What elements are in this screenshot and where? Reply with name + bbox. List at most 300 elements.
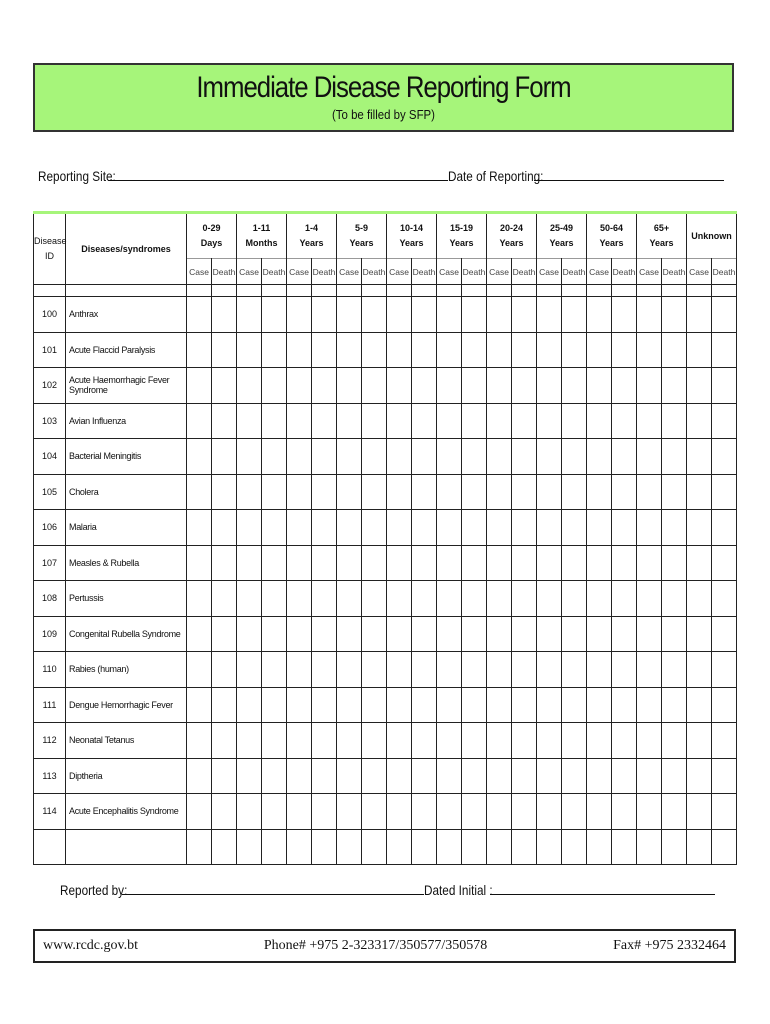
death-count-cell[interactable] — [262, 474, 287, 510]
death-count-cell[interactable] — [262, 794, 287, 830]
case-count-cell[interactable] — [687, 545, 712, 581]
death-count-cell[interactable] — [212, 829, 237, 865]
case-count-cell[interactable] — [637, 368, 662, 404]
death-count-cell[interactable] — [412, 332, 437, 368]
case-count-cell[interactable] — [337, 510, 362, 546]
death-count-cell[interactable] — [712, 545, 737, 581]
case-count-cell[interactable] — [437, 439, 462, 475]
death-count-cell[interactable] — [362, 616, 387, 652]
case-count-cell[interactable] — [437, 581, 462, 617]
case-count-cell[interactable] — [687, 687, 712, 723]
death-count-cell[interactable] — [562, 403, 587, 439]
death-count-cell[interactable] — [562, 616, 587, 652]
case-count-cell[interactable] — [637, 297, 662, 333]
case-count-cell[interactable] — [687, 723, 712, 759]
death-count-cell[interactable] — [462, 616, 487, 652]
case-count-cell[interactable] — [437, 510, 462, 546]
death-count-cell[interactable] — [312, 616, 337, 652]
death-count-cell[interactable] — [712, 723, 737, 759]
death-count-cell[interactable] — [412, 545, 437, 581]
death-count-cell[interactable] — [262, 723, 287, 759]
death-count-cell[interactable] — [662, 297, 687, 333]
case-count-cell[interactable] — [387, 332, 412, 368]
death-count-cell[interactable] — [362, 545, 387, 581]
case-count-cell[interactable] — [337, 829, 362, 865]
death-count-cell[interactable] — [412, 723, 437, 759]
death-count-cell[interactable] — [462, 545, 487, 581]
case-count-cell[interactable] — [337, 297, 362, 333]
death-count-cell[interactable] — [712, 510, 737, 546]
death-count-cell[interactable] — [312, 510, 337, 546]
death-count-cell[interactable] — [512, 332, 537, 368]
case-count-cell[interactable] — [637, 439, 662, 475]
case-count-cell[interactable] — [687, 581, 712, 617]
case-count-cell[interactable] — [637, 403, 662, 439]
case-count-cell[interactable] — [337, 652, 362, 688]
death-count-cell[interactable] — [662, 794, 687, 830]
death-count-cell[interactable] — [612, 581, 637, 617]
death-count-cell[interactable] — [312, 687, 337, 723]
death-count-cell[interactable] — [562, 332, 587, 368]
case-count-cell[interactable] — [237, 758, 262, 794]
death-count-cell[interactable] — [212, 474, 237, 510]
case-count-cell[interactable] — [337, 368, 362, 404]
death-count-cell[interactable] — [612, 403, 637, 439]
death-count-cell[interactable] — [312, 794, 337, 830]
death-count-cell[interactable] — [612, 545, 637, 581]
death-count-cell[interactable] — [462, 758, 487, 794]
death-count-cell[interactable] — [662, 829, 687, 865]
case-count-cell[interactable] — [387, 687, 412, 723]
case-count-cell[interactable] — [387, 829, 412, 865]
death-count-cell[interactable] — [262, 297, 287, 333]
death-count-cell[interactable] — [362, 829, 387, 865]
death-count-cell[interactable] — [412, 510, 437, 546]
death-count-cell[interactable] — [212, 297, 237, 333]
death-count-cell[interactable] — [262, 332, 287, 368]
death-count-cell[interactable] — [362, 368, 387, 404]
case-count-cell[interactable] — [287, 758, 312, 794]
death-count-cell[interactable] — [462, 368, 487, 404]
death-count-cell[interactable] — [462, 723, 487, 759]
case-count-cell[interactable] — [487, 545, 512, 581]
case-count-cell[interactable] — [637, 723, 662, 759]
case-count-cell[interactable] — [537, 510, 562, 546]
case-count-cell[interactable] — [287, 297, 312, 333]
case-count-cell[interactable] — [637, 616, 662, 652]
case-count-cell[interactable] — [487, 510, 512, 546]
case-count-cell[interactable] — [537, 545, 562, 581]
death-count-cell[interactable] — [212, 368, 237, 404]
case-count-cell[interactable] — [437, 758, 462, 794]
death-count-cell[interactable] — [362, 403, 387, 439]
case-count-cell[interactable] — [287, 794, 312, 830]
death-count-cell[interactable] — [312, 723, 337, 759]
death-count-cell[interactable] — [312, 332, 337, 368]
case-count-cell[interactable] — [237, 368, 262, 404]
case-count-cell[interactable] — [287, 652, 312, 688]
case-count-cell[interactable] — [587, 510, 612, 546]
case-count-cell[interactable] — [337, 403, 362, 439]
death-count-cell[interactable] — [512, 474, 537, 510]
case-count-cell[interactable] — [187, 474, 212, 510]
death-count-cell[interactable] — [512, 829, 537, 865]
death-count-cell[interactable] — [562, 474, 587, 510]
case-count-cell[interactable] — [687, 652, 712, 688]
death-count-cell[interactable] — [562, 439, 587, 475]
case-count-cell[interactable] — [537, 368, 562, 404]
case-count-cell[interactable] — [687, 616, 712, 652]
death-count-cell[interactable] — [412, 403, 437, 439]
website-link[interactable]: www.rcdc.gov.bt — [43, 938, 138, 953]
death-count-cell[interactable] — [312, 829, 337, 865]
case-count-cell[interactable] — [187, 403, 212, 439]
death-count-cell[interactable] — [512, 758, 537, 794]
death-count-cell[interactable] — [212, 687, 237, 723]
death-count-cell[interactable] — [662, 510, 687, 546]
death-count-cell[interactable] — [262, 687, 287, 723]
case-count-cell[interactable] — [237, 687, 262, 723]
death-count-cell[interactable] — [262, 368, 287, 404]
death-count-cell[interactable] — [462, 510, 487, 546]
death-count-cell[interactable] — [562, 581, 587, 617]
death-count-cell[interactable] — [612, 794, 637, 830]
case-count-cell[interactable] — [537, 297, 562, 333]
case-count-cell[interactable] — [487, 439, 512, 475]
date-of-reporting-input[interactable] — [534, 180, 724, 181]
case-count-cell[interactable] — [287, 723, 312, 759]
death-count-cell[interactable] — [312, 545, 337, 581]
death-count-cell[interactable] — [362, 332, 387, 368]
case-count-cell[interactable] — [187, 794, 212, 830]
death-count-cell[interactable] — [262, 439, 287, 475]
death-count-cell[interactable] — [362, 794, 387, 830]
death-count-cell[interactable] — [212, 652, 237, 688]
case-count-cell[interactable] — [687, 368, 712, 404]
case-count-cell[interactable] — [537, 616, 562, 652]
case-count-cell[interactable] — [387, 616, 412, 652]
case-count-cell[interactable] — [537, 829, 562, 865]
case-count-cell[interactable] — [537, 794, 562, 830]
death-count-cell[interactable] — [212, 510, 237, 546]
case-count-cell[interactable] — [337, 581, 362, 617]
case-count-cell[interactable] — [387, 403, 412, 439]
case-count-cell[interactable] — [587, 368, 612, 404]
case-count-cell[interactable] — [487, 616, 512, 652]
death-count-cell[interactable] — [262, 545, 287, 581]
case-count-cell[interactable] — [437, 403, 462, 439]
death-count-cell[interactable] — [262, 829, 287, 865]
death-count-cell[interactable] — [262, 403, 287, 439]
case-count-cell[interactable] — [287, 474, 312, 510]
case-count-cell[interactable] — [687, 439, 712, 475]
death-count-cell[interactable] — [662, 545, 687, 581]
case-count-cell[interactable] — [187, 368, 212, 404]
death-count-cell[interactable] — [562, 510, 587, 546]
case-count-cell[interactable] — [437, 687, 462, 723]
case-count-cell[interactable] — [387, 510, 412, 546]
case-count-cell[interactable] — [487, 794, 512, 830]
death-count-cell[interactable] — [562, 545, 587, 581]
case-count-cell[interactable] — [237, 616, 262, 652]
case-count-cell[interactable] — [437, 545, 462, 581]
death-count-cell[interactable] — [612, 829, 637, 865]
death-count-cell[interactable] — [712, 368, 737, 404]
case-count-cell[interactable] — [187, 829, 212, 865]
case-count-cell[interactable] — [687, 332, 712, 368]
death-count-cell[interactable] — [512, 652, 537, 688]
case-count-cell[interactable] — [437, 474, 462, 510]
case-count-cell[interactable] — [387, 545, 412, 581]
death-count-cell[interactable] — [512, 297, 537, 333]
case-count-cell[interactable] — [237, 297, 262, 333]
case-count-cell[interactable] — [337, 723, 362, 759]
death-count-cell[interactable] — [462, 332, 487, 368]
death-count-cell[interactable] — [562, 794, 587, 830]
death-count-cell[interactable] — [262, 510, 287, 546]
case-count-cell[interactable] — [337, 616, 362, 652]
death-count-cell[interactable] — [462, 403, 487, 439]
case-count-cell[interactable] — [487, 474, 512, 510]
case-count-cell[interactable] — [187, 545, 212, 581]
case-count-cell[interactable] — [337, 794, 362, 830]
death-count-cell[interactable] — [312, 581, 337, 617]
death-count-cell[interactable] — [562, 829, 587, 865]
case-count-cell[interactable] — [387, 652, 412, 688]
death-count-cell[interactable] — [312, 474, 337, 510]
case-count-cell[interactable] — [237, 332, 262, 368]
case-count-cell[interactable] — [287, 687, 312, 723]
case-count-cell[interactable] — [587, 652, 612, 688]
reporting-site-input[interactable] — [108, 180, 448, 181]
death-count-cell[interactable] — [212, 616, 237, 652]
case-count-cell[interactable] — [237, 439, 262, 475]
death-count-cell[interactable] — [712, 758, 737, 794]
case-count-cell[interactable] — [637, 829, 662, 865]
case-count-cell[interactable] — [387, 368, 412, 404]
death-count-cell[interactable] — [712, 332, 737, 368]
case-count-cell[interactable] — [537, 581, 562, 617]
death-count-cell[interactable] — [712, 616, 737, 652]
death-count-cell[interactable] — [612, 368, 637, 404]
case-count-cell[interactable] — [637, 581, 662, 617]
case-count-cell[interactable] — [687, 829, 712, 865]
case-count-cell[interactable] — [387, 581, 412, 617]
case-count-cell[interactable] — [337, 439, 362, 475]
case-count-cell[interactable] — [587, 332, 612, 368]
case-count-cell[interactable] — [587, 474, 612, 510]
case-count-cell[interactable] — [437, 794, 462, 830]
death-count-cell[interactable] — [612, 723, 637, 759]
case-count-cell[interactable] — [237, 723, 262, 759]
case-count-cell[interactable] — [387, 723, 412, 759]
case-count-cell[interactable] — [587, 545, 612, 581]
case-count-cell[interactable] — [587, 403, 612, 439]
death-count-cell[interactable] — [662, 581, 687, 617]
death-count-cell[interactable] — [512, 687, 537, 723]
case-count-cell[interactable] — [287, 439, 312, 475]
death-count-cell[interactable] — [412, 794, 437, 830]
death-count-cell[interactable] — [212, 439, 237, 475]
death-count-cell[interactable] — [512, 545, 537, 581]
death-count-cell[interactable] — [262, 581, 287, 617]
case-count-cell[interactable] — [287, 581, 312, 617]
death-count-cell[interactable] — [662, 368, 687, 404]
reported-by-input[interactable] — [122, 894, 424, 895]
death-count-cell[interactable] — [562, 758, 587, 794]
death-count-cell[interactable] — [562, 368, 587, 404]
death-count-cell[interactable] — [362, 687, 387, 723]
case-count-cell[interactable] — [637, 545, 662, 581]
case-count-cell[interactable] — [187, 297, 212, 333]
case-count-cell[interactable] — [187, 723, 212, 759]
death-count-cell[interactable] — [412, 297, 437, 333]
death-count-cell[interactable] — [412, 368, 437, 404]
case-count-cell[interactable] — [587, 794, 612, 830]
case-count-cell[interactable] — [487, 581, 512, 617]
death-count-cell[interactable] — [712, 403, 737, 439]
death-count-cell[interactable] — [312, 652, 337, 688]
death-count-cell[interactable] — [612, 474, 637, 510]
death-count-cell[interactable] — [212, 403, 237, 439]
case-count-cell[interactable] — [487, 758, 512, 794]
case-count-cell[interactable] — [537, 687, 562, 723]
case-count-cell[interactable] — [437, 723, 462, 759]
case-count-cell[interactable] — [487, 297, 512, 333]
death-count-cell[interactable] — [512, 510, 537, 546]
case-count-cell[interactable] — [287, 829, 312, 865]
case-count-cell[interactable] — [237, 510, 262, 546]
death-count-cell[interactable] — [262, 758, 287, 794]
case-count-cell[interactable] — [437, 616, 462, 652]
case-count-cell[interactable] — [237, 794, 262, 830]
death-count-cell[interactable] — [562, 297, 587, 333]
case-count-cell[interactable] — [587, 758, 612, 794]
case-count-cell[interactable] — [187, 510, 212, 546]
death-count-cell[interactable] — [712, 652, 737, 688]
case-count-cell[interactable] — [587, 439, 612, 475]
case-count-cell[interactable] — [487, 368, 512, 404]
death-count-cell[interactable] — [612, 687, 637, 723]
death-count-cell[interactable] — [462, 439, 487, 475]
case-count-cell[interactable] — [287, 510, 312, 546]
case-count-cell[interactable] — [387, 758, 412, 794]
death-count-cell[interactable] — [462, 794, 487, 830]
death-count-cell[interactable] — [612, 652, 637, 688]
case-count-cell[interactable] — [537, 723, 562, 759]
death-count-cell[interactable] — [562, 687, 587, 723]
death-count-cell[interactable] — [212, 332, 237, 368]
case-count-cell[interactable] — [537, 758, 562, 794]
death-count-cell[interactable] — [262, 652, 287, 688]
case-count-cell[interactable] — [237, 829, 262, 865]
death-count-cell[interactable] — [662, 474, 687, 510]
case-count-cell[interactable] — [287, 403, 312, 439]
case-count-cell[interactable] — [537, 332, 562, 368]
death-count-cell[interactable] — [562, 652, 587, 688]
death-count-cell[interactable] — [212, 581, 237, 617]
death-count-cell[interactable] — [462, 474, 487, 510]
death-count-cell[interactable] — [662, 652, 687, 688]
case-count-cell[interactable] — [487, 687, 512, 723]
death-count-cell[interactable] — [462, 829, 487, 865]
case-count-cell[interactable] — [487, 332, 512, 368]
case-count-cell[interactable] — [687, 403, 712, 439]
death-count-cell[interactable] — [662, 723, 687, 759]
case-count-cell[interactable] — [687, 474, 712, 510]
death-count-cell[interactable] — [712, 474, 737, 510]
death-count-cell[interactable] — [712, 297, 737, 333]
case-count-cell[interactable] — [687, 510, 712, 546]
case-count-cell[interactable] — [437, 297, 462, 333]
death-count-cell[interactable] — [512, 581, 537, 617]
case-count-cell[interactable] — [337, 332, 362, 368]
case-count-cell[interactable] — [337, 545, 362, 581]
death-count-cell[interactable] — [712, 687, 737, 723]
death-count-cell[interactable] — [212, 794, 237, 830]
case-count-cell[interactable] — [587, 616, 612, 652]
death-count-cell[interactable] — [662, 616, 687, 652]
case-count-cell[interactable] — [187, 581, 212, 617]
case-count-cell[interactable] — [187, 439, 212, 475]
death-count-cell[interactable] — [662, 758, 687, 794]
case-count-cell[interactable] — [237, 403, 262, 439]
case-count-cell[interactable] — [637, 687, 662, 723]
case-count-cell[interactable] — [237, 545, 262, 581]
case-count-cell[interactable] — [537, 652, 562, 688]
case-count-cell[interactable] — [437, 332, 462, 368]
death-count-cell[interactable] — [712, 439, 737, 475]
death-count-cell[interactable] — [312, 403, 337, 439]
death-count-cell[interactable] — [662, 687, 687, 723]
death-count-cell[interactable] — [412, 581, 437, 617]
case-count-cell[interactable] — [437, 652, 462, 688]
death-count-cell[interactable] — [712, 581, 737, 617]
case-count-cell[interactable] — [437, 368, 462, 404]
death-count-cell[interactable] — [362, 723, 387, 759]
case-count-cell[interactable] — [587, 581, 612, 617]
case-count-cell[interactable] — [637, 332, 662, 368]
case-count-cell[interactable] — [287, 368, 312, 404]
case-count-cell[interactable] — [537, 439, 562, 475]
death-count-cell[interactable] — [362, 758, 387, 794]
death-count-cell[interactable] — [562, 723, 587, 759]
death-count-cell[interactable] — [362, 474, 387, 510]
death-count-cell[interactable] — [462, 581, 487, 617]
case-count-cell[interactable] — [337, 758, 362, 794]
case-count-cell[interactable] — [187, 616, 212, 652]
case-count-cell[interactable] — [387, 297, 412, 333]
death-count-cell[interactable] — [412, 616, 437, 652]
case-count-cell[interactable] — [487, 403, 512, 439]
death-count-cell[interactable] — [362, 510, 387, 546]
death-count-cell[interactable] — [412, 687, 437, 723]
case-count-cell[interactable] — [487, 652, 512, 688]
case-count-cell[interactable] — [687, 297, 712, 333]
case-count-cell[interactable] — [387, 439, 412, 475]
death-count-cell[interactable] — [512, 723, 537, 759]
case-count-cell[interactable] — [287, 545, 312, 581]
case-count-cell[interactable] — [587, 297, 612, 333]
death-count-cell[interactable] — [512, 439, 537, 475]
death-count-cell[interactable] — [412, 474, 437, 510]
death-count-cell[interactable] — [612, 510, 637, 546]
case-count-cell[interactable] — [437, 829, 462, 865]
death-count-cell[interactable] — [462, 297, 487, 333]
case-count-cell[interactable] — [187, 687, 212, 723]
case-count-cell[interactable] — [237, 652, 262, 688]
death-count-cell[interactable] — [512, 794, 537, 830]
